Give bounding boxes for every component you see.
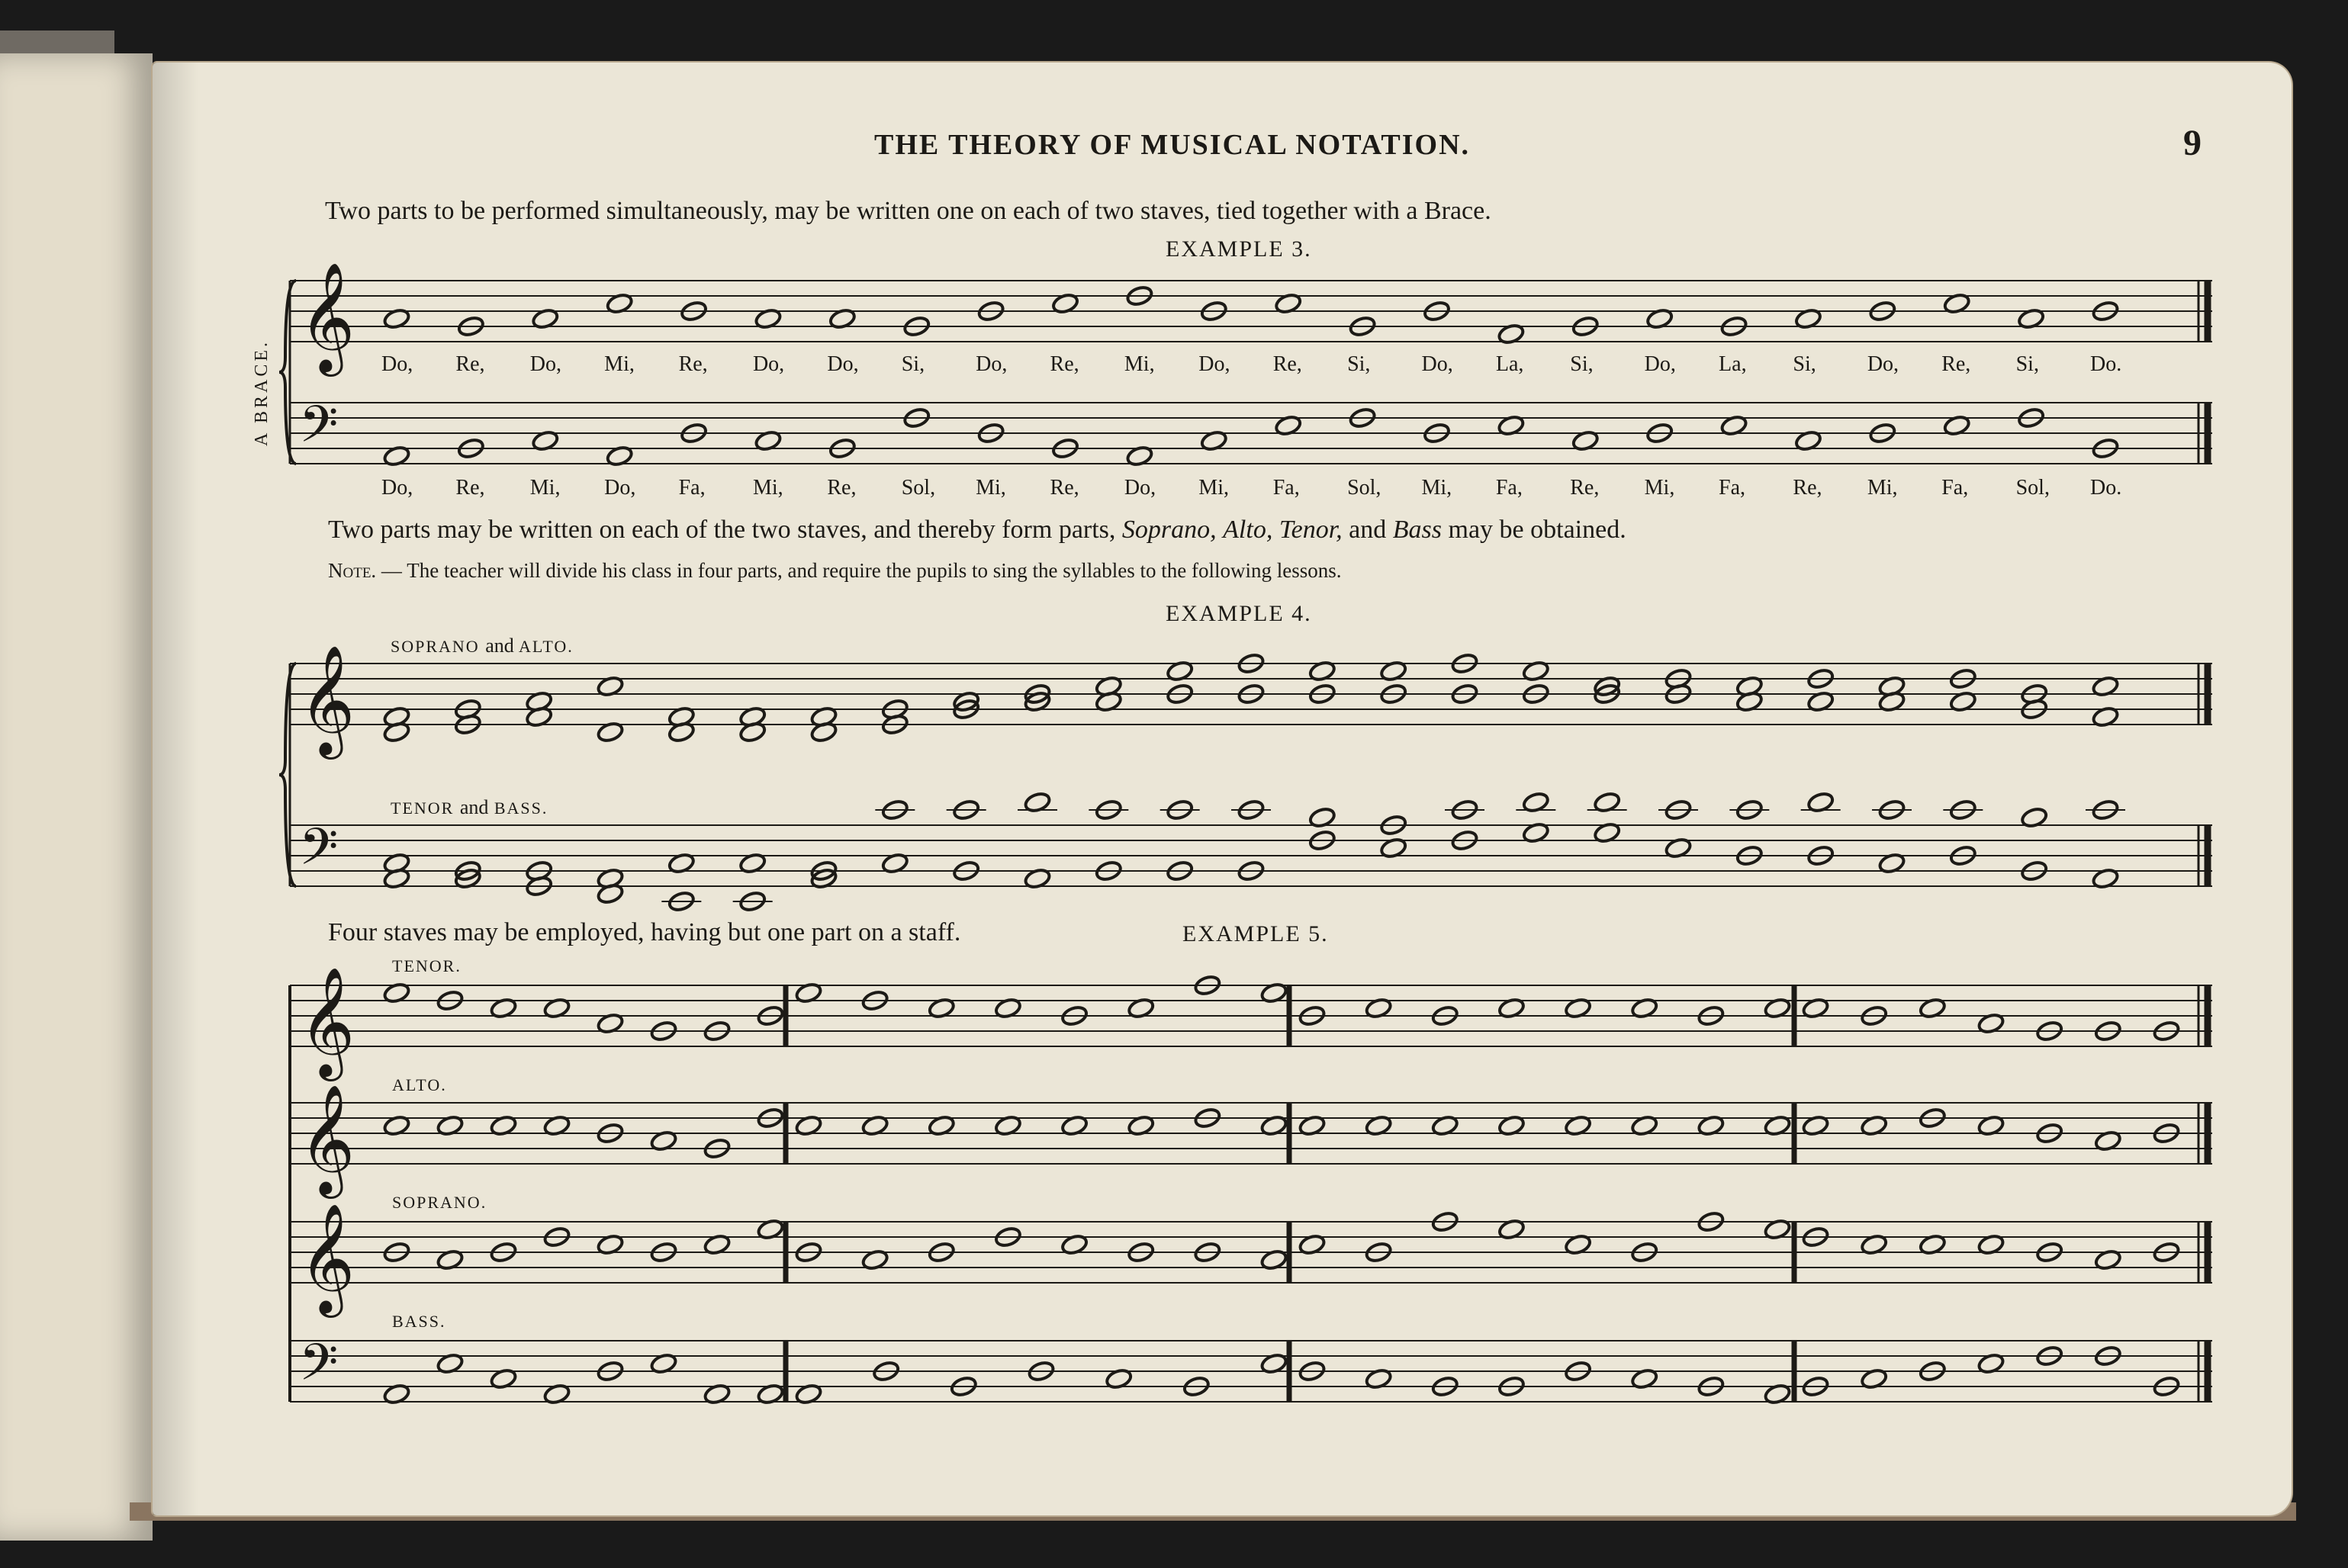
brace-label: A BRACE.	[252, 339, 272, 446]
soprano-alto-and: and	[485, 635, 514, 657]
syllable: Fa,	[1495, 476, 1523, 500]
tenor-bass-label-b: BASS.	[494, 798, 548, 818]
syllable: Do.	[2090, 352, 2122, 376]
syllable: Do,	[1198, 352, 1230, 376]
brace	[279, 281, 296, 464]
treble-clef-icon: 𝄞	[299, 967, 355, 1077]
syllable: Re,	[1793, 476, 1822, 500]
syllable: Mi,	[1124, 352, 1155, 376]
syllable: Re,	[1272, 352, 1302, 376]
note-label: Note. —	[328, 559, 402, 582]
syllable: Do,	[529, 352, 562, 376]
tenor-word: Tenor,	[1279, 516, 1343, 544]
example3-intro: Two parts to be performed simultaneously, may be written one on each of two staves, tied together with a Brace.	[325, 197, 1491, 225]
soprano-alto-label-a: SOPRANO	[391, 637, 480, 656]
syllable: Do.	[2090, 476, 2122, 500]
syllable: Do,	[381, 476, 413, 500]
syllable: La,	[1495, 352, 1524, 376]
syllable: Re,	[1050, 476, 1079, 500]
tenor-bass-and: and	[459, 796, 489, 818]
treble-clef-icon: 𝄞	[299, 1203, 355, 1313]
treble-clef-icon: 𝄞	[299, 1084, 355, 1194]
syllable: Mi,	[529, 476, 561, 500]
syllable: Sol,	[1347, 476, 1381, 500]
syllable: Do,	[1124, 476, 1156, 500]
syllable: Si,	[2015, 352, 2039, 376]
syllable: Mi,	[1421, 476, 1452, 500]
syllable: Do,	[976, 352, 1008, 376]
tenor-staff-label: TENOR.	[392, 956, 462, 975]
syllable: Fa,	[678, 476, 706, 500]
syllable: Mi,	[1198, 476, 1229, 500]
note-text: The teacher will divide his class in four parts, and require the pupils to sing the syllables to the following lessons.	[407, 559, 1342, 582]
treble-clef-icon: 𝄞	[299, 645, 355, 755]
syllable: Do,	[1867, 352, 1899, 376]
syllable: La,	[1719, 352, 1747, 376]
and-word: and	[1349, 516, 1387, 544]
syllable: Do,	[604, 476, 636, 500]
running-head: THE THEORY OF MUSICAL NOTATION.	[874, 129, 1471, 161]
alto-staff-label: ALTO.	[392, 1075, 447, 1094]
syllable: Re,	[455, 352, 485, 376]
example3-title: EXAMPLE 3.	[1166, 236, 1312, 262]
bass-clef-icon: 𝄢	[299, 1333, 339, 1404]
syllable: Re,	[678, 352, 708, 376]
alto-word: Alto,	[1223, 516, 1273, 544]
bass-clef-icon: 𝄢	[299, 818, 339, 888]
syllable: Si,	[1347, 352, 1371, 376]
syllable: Re,	[1570, 476, 1600, 500]
syllable: Re,	[827, 476, 857, 500]
syllable: Sol,	[901, 476, 936, 500]
soprano-word: Soprano,	[1121, 516, 1217, 544]
syllable: Fa,	[1272, 476, 1300, 500]
syllable: Do,	[752, 352, 785, 376]
syllable: Do,	[1421, 352, 1453, 376]
syllable: Sol,	[2015, 476, 2050, 500]
treble-clef-icon: 𝄞	[299, 262, 355, 372]
syllable: Do,	[1644, 352, 1676, 376]
syllable: Si,	[1793, 352, 1816, 376]
syllable: Re,	[1050, 352, 1079, 376]
syllable: Mi,	[976, 476, 1006, 500]
example4-title: EXAMPLE 4.	[1166, 601, 1312, 626]
four-parts-end: may be obtained.	[1448, 516, 1626, 544]
four-parts-text: Two parts may be written on each of the two staves, and thereby form parts,	[328, 516, 1116, 544]
bass-clef-icon: 𝄢	[299, 395, 339, 466]
brace	[279, 664, 296, 886]
syllable: Fa,	[1719, 476, 1746, 500]
syllable: Si,	[1570, 352, 1594, 376]
example5-title: EXAMPLE 5.	[1182, 921, 1329, 946]
syllable: Fa,	[1941, 476, 1969, 500]
bass-word: Bass	[1392, 516, 1442, 544]
syllable: Do,	[827, 352, 859, 376]
syllable: Re,	[1941, 352, 1971, 376]
syllable: Mi,	[752, 476, 783, 500]
tenor-bass-label-a: TENOR	[391, 798, 455, 818]
syllable: Re,	[455, 476, 485, 500]
example5-intro: Four staves may be employed, having but one part on a staff.	[328, 918, 961, 946]
page-number: 9	[2183, 123, 2202, 163]
syllable: Do,	[381, 352, 413, 376]
syllable: Mi,	[604, 352, 635, 376]
bass-staff-label: BASS.	[392, 1312, 446, 1331]
syllable: Mi,	[1644, 476, 1675, 500]
syllable: Mi,	[1867, 476, 1898, 500]
soprano-alto-label-b: ALTO.	[519, 637, 574, 656]
syllable: Si,	[901, 352, 925, 376]
soprano-staff-label: SOPRANO.	[392, 1193, 487, 1212]
